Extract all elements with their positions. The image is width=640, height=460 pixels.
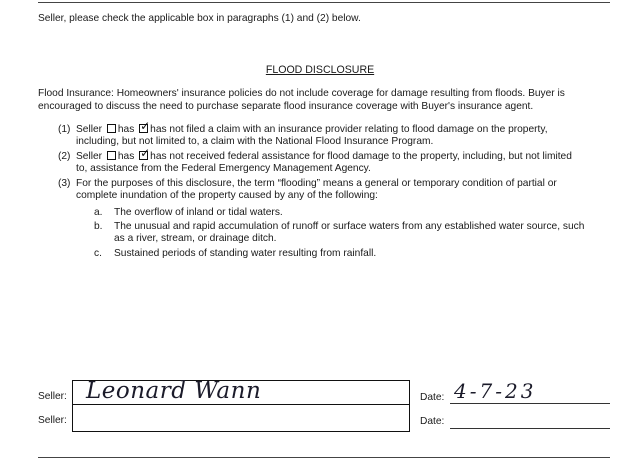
item-text-continued: complete inundation of the property caused by any of the following:: [76, 190, 378, 202]
date-label: Date:: [420, 392, 445, 403]
top-rule: [38, 2, 610, 3]
checkmark-icon: ✓: [140, 119, 151, 133]
sub-item-text-continued: as a river, stream, or drainage ditch.: [114, 233, 277, 245]
checkmark-icon: ✓: [140, 146, 151, 160]
item-text-continued: including, but not limited to, a claim with the National Flood Insurance Program.: [76, 136, 434, 148]
sub-item-letter: b.: [94, 221, 103, 232]
item-number: (3): [58, 178, 71, 189]
sub-item-text: Sustained periods of standing water resulting from rainfall.: [114, 248, 377, 259]
date-label-2: Date:: [420, 416, 445, 427]
sub-item-text: The overflow of inland or tidal waters.: [114, 207, 283, 218]
item-text: has not filed a claim with an insurance provider relating to flood damage on the property,: [150, 124, 548, 135]
date-value: 4-7-23: [454, 379, 537, 403]
seller-label: Seller: [76, 151, 103, 162]
seller-signature-label-2: Seller:: [38, 415, 67, 426]
has-not-checkbox[interactable]: [139, 119, 151, 133]
date-line-2[interactable]: [450, 428, 610, 429]
item-text: For the purposes of this disclosure, the term “flooding” means a general or temporary condition of partial or: [76, 178, 557, 189]
seller-label: Seller: [76, 124, 103, 135]
has-label: has: [117, 124, 135, 135]
sub-item-text: The unusual and rapid accumulation of runoff or surface waters from any established water source, such: [114, 221, 585, 232]
item-text: has not received federal assistance for flood damage to the property, including, but not limited: [150, 151, 572, 162]
date-line: [450, 403, 610, 404]
section-title: FLOOD DISCLOSURE: [265, 64, 375, 76]
intro-paragraph: Flood Insurance: Homeowners' insurance policies do not include coverage for damage resulting from floods. Buyer is encouraged to discuss the need to purchase separate flood insurance coverage with Buyer's insurance agent.: [38, 88, 565, 112]
has-checkbox[interactable]: [107, 151, 116, 160]
item-text-continued: to, assistance from the Federal Emergency Management Agency.: [76, 163, 371, 175]
has-label: has: [117, 151, 135, 162]
sub-item-letter: c.: [94, 248, 102, 259]
item-number: (1): [58, 124, 71, 135]
item-number: (2): [58, 151, 71, 162]
has-checkbox[interactable]: [107, 124, 116, 133]
seller-signature-label: Seller:: [38, 391, 67, 402]
seller-signature: Leonard Wann: [86, 378, 262, 404]
bottom-rule: [38, 457, 610, 458]
seller-signature-box-2[interactable]: [72, 405, 410, 432]
has-not-checkbox[interactable]: [139, 146, 151, 160]
instructions-text: Seller, please check the applicable box in paragraphs (1) and (2) below.: [38, 13, 361, 24]
sub-item-letter: a.: [94, 207, 103, 218]
